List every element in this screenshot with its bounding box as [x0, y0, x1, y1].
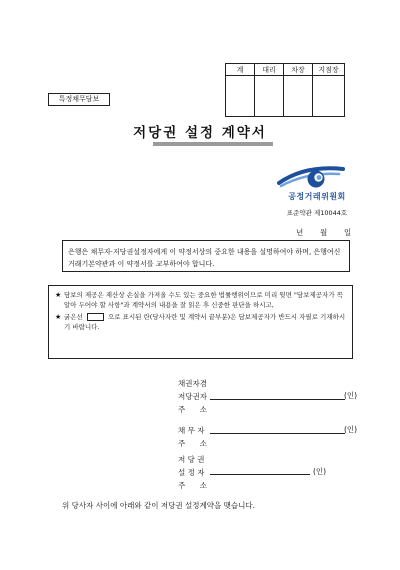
setter-label-line2: 설 정 자 — [178, 468, 205, 477]
title-underline — [153, 142, 273, 146]
caution-item-2-post: 으로 표시된 란(당사자란 및 계약서 끝부분)은 담보제공자가 반드시 자필로 기재하시기 바랍니다. — [64, 313, 346, 331]
standard-clause-number: 표준약관 제10044호 — [286, 209, 348, 217]
debtor-label: 채 무 자 — [178, 426, 205, 435]
debtor-name-field[interactable] — [210, 433, 345, 434]
mortgagor-seal-label: (인) — [344, 391, 358, 400]
setter-label-line1: 저 당 권 — [178, 455, 205, 464]
closing-statement: 위 당사자 사이에 아래와 같이 저당권 설정계약을 맺습니다. — [62, 501, 255, 510]
caution-item — [55, 312, 346, 332]
approval-header-deputy: 대리 — [255, 64, 284, 76]
mortgagor-address-label: 주 소 — [178, 405, 213, 414]
caution-item-2-pre: 굵은선 — [64, 313, 83, 321]
mortgagor-name-field[interactable] — [210, 399, 345, 400]
approval-header-clerk: 계 — [226, 64, 255, 76]
setter-seal-label: (인) — [313, 467, 327, 476]
bank-notice-text: 은행은 채무자·저당권설정자에게 이 약정서상의 중요한 내용을 설명하여야 하며, 은행여신거래기본약관과 이 약정서를 교부하여야 합니다. — [68, 248, 341, 268]
star-icon: ★ — [55, 291, 62, 299]
caution-item — [55, 290, 346, 310]
caution-box — [48, 285, 353, 359]
star-icon: ★ — [55, 313, 62, 321]
debt-type-tag: 특정채무담보 — [48, 93, 110, 106]
caution-item-1-text: 담보의 제공은 재산상 손실을 가져올 수도 있는 중요한 법률행위이므로 미리 뒷면 "담보제공자가 꼭 알아 두어야 할 사항"과 계약서의 내용을 잘 읽은 후 신중한 판단을 하시고, — [64, 291, 343, 309]
setter-address-label: 주 소 — [178, 481, 213, 490]
debtor-seal-label: (인) — [344, 425, 358, 434]
approval-table — [225, 63, 345, 117]
bold-line-box-icon — [87, 313, 104, 321]
ftc-logo-icon — [277, 163, 359, 191]
date-month-label: 월 — [320, 228, 328, 237]
approval-signature-clerk[interactable] — [226, 76, 255, 117]
creditor-role-label: 채권자겸 — [178, 379, 207, 388]
approval-signature-deputy[interactable] — [255, 76, 284, 117]
debtor-address-label: 주 소 — [178, 439, 213, 448]
date-day-label: 일 — [344, 228, 352, 237]
mortgagor-label: 저당권자 — [178, 392, 207, 401]
approval-signature-manager[interactable] — [284, 76, 313, 117]
org-name: 공정거래위원회 — [288, 192, 346, 201]
document-title: 저당권 설정 계약서 — [133, 125, 267, 141]
approval-signature-branch-head[interactable] — [313, 76, 345, 117]
approval-header-branch-head: 지점장 — [313, 64, 345, 76]
bank-notice-box — [62, 240, 350, 272]
setter-name-field[interactable] — [210, 474, 310, 475]
approval-header-manager: 차장 — [284, 64, 313, 76]
date-year-label: 년 — [296, 228, 304, 237]
